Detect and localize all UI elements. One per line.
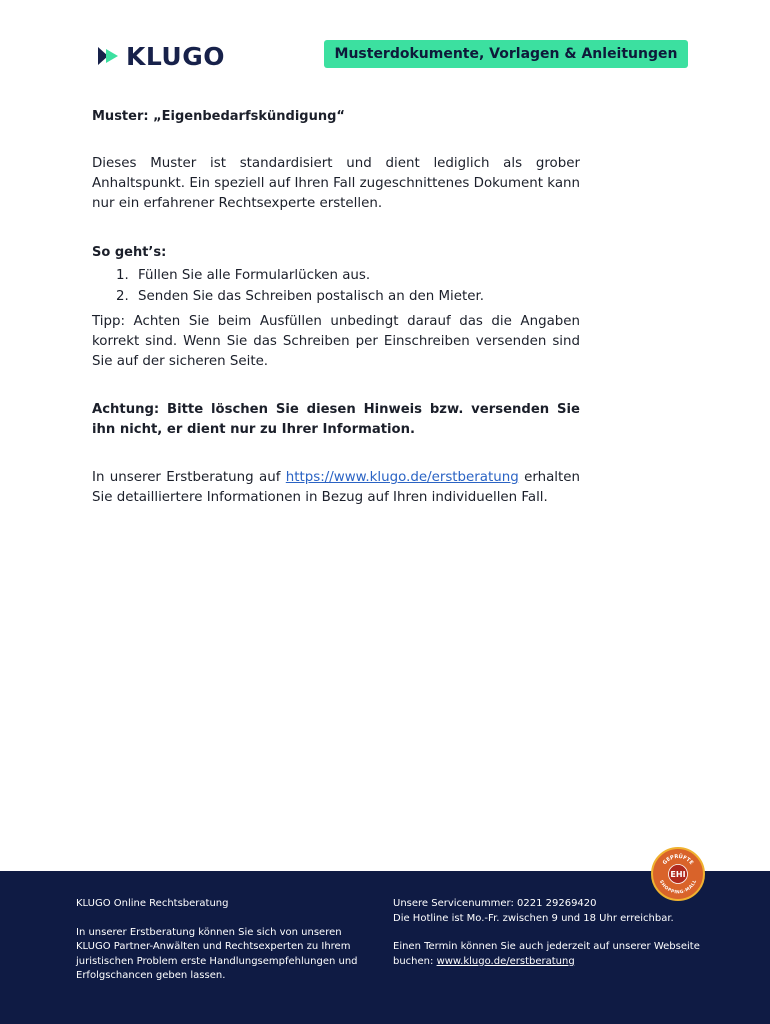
step-number: 2. — [116, 289, 129, 304]
step-text: Senden Sie das Schreiben postalisch an den Mieter. — [138, 289, 484, 304]
footer-erstberatung-link[interactable]: www.klugo.de/erstberatung — [436, 955, 575, 967]
seal-center-text: EHI — [670, 870, 686, 879]
klugo-logo-icon — [96, 44, 120, 68]
seal-bottom-text: SHOPPING-MALL — [657, 879, 699, 896]
hotline-hours: Die Hotline ist Mo.-Fr. zwischen 9 und 18 Uhr erreichbar. — [393, 912, 674, 924]
footer-left-text: In unserer Erstberatung können Sie sich von unseren KLUGO Partner-Anwälten und Rechtsexperten zu Ihrem juristischen Problem erste Handlungsempfehlungen und Erfolgschancen geben lassen. — [76, 926, 358, 981]
step-text: Füllen Sie alle Formularlücken aus. — [138, 268, 371, 283]
list-item — [92, 266, 580, 287]
klugo-logo[interactable] — [96, 40, 225, 72]
intro-paragraph: Dieses Muster ist standardisiert und dient lediglich als grober Anhaltspunkt. Ein speziell auf Ihren Fall zugeschnittenes Dokument kann nur ein erfahrener Rechtsexperte erstellen. — [92, 156, 580, 211]
booking-text: Einen Termin können Sie auch jederzeit auf unserer Webseite buchen: — [393, 941, 700, 967]
footer-right — [393, 897, 713, 983]
ehi-seal-badge — [651, 847, 705, 901]
tip-paragraph: Tipp: Achten Sie beim Ausfüllen unbedingt darauf das die Angaben korrekt sind. Wenn Sie das Schreiben per Einschreiben versenden sind Sie auf der sicheren Seite. — [92, 314, 580, 369]
service-number: Unsere Servicenummer: 0221 29269420 — [393, 898, 597, 909]
header-badge: Musterdokumente, Vorlagen & Anleitungen — [324, 40, 688, 68]
footer-left-title: KLUGO Online Rechtsberatung — [76, 898, 229, 909]
brand-name: KLUGO — [126, 41, 225, 71]
step-number: 1. — [116, 268, 129, 283]
consult-paragraph — [92, 468, 580, 508]
consult-suffix: erhalten Sie detailliertere Informationen in Bezug auf Ihren individuellen Fall. — [92, 470, 580, 505]
erstberatung-link[interactable]: https://www.klugo.de/erstberatung — [285, 470, 519, 485]
footer-left — [76, 897, 376, 998]
list-item — [92, 287, 580, 308]
document-title: Muster: „Eigenbedarfskündigung“ — [92, 109, 345, 124]
howto-heading: So geht’s: — [92, 245, 167, 260]
steps-list — [92, 266, 580, 308]
ehi-seal-icon — [653, 849, 703, 899]
warning-paragraph: Achtung: Bitte löschen Sie diesen Hinweis bzw. versenden Sie ihn nicht, er dient nur zu Ihrer Information. — [92, 402, 580, 437]
seal-top-text: GEPRÜFTE — [661, 853, 695, 867]
consult-prefix: In unserer Erstberatung auf — [92, 470, 286, 485]
